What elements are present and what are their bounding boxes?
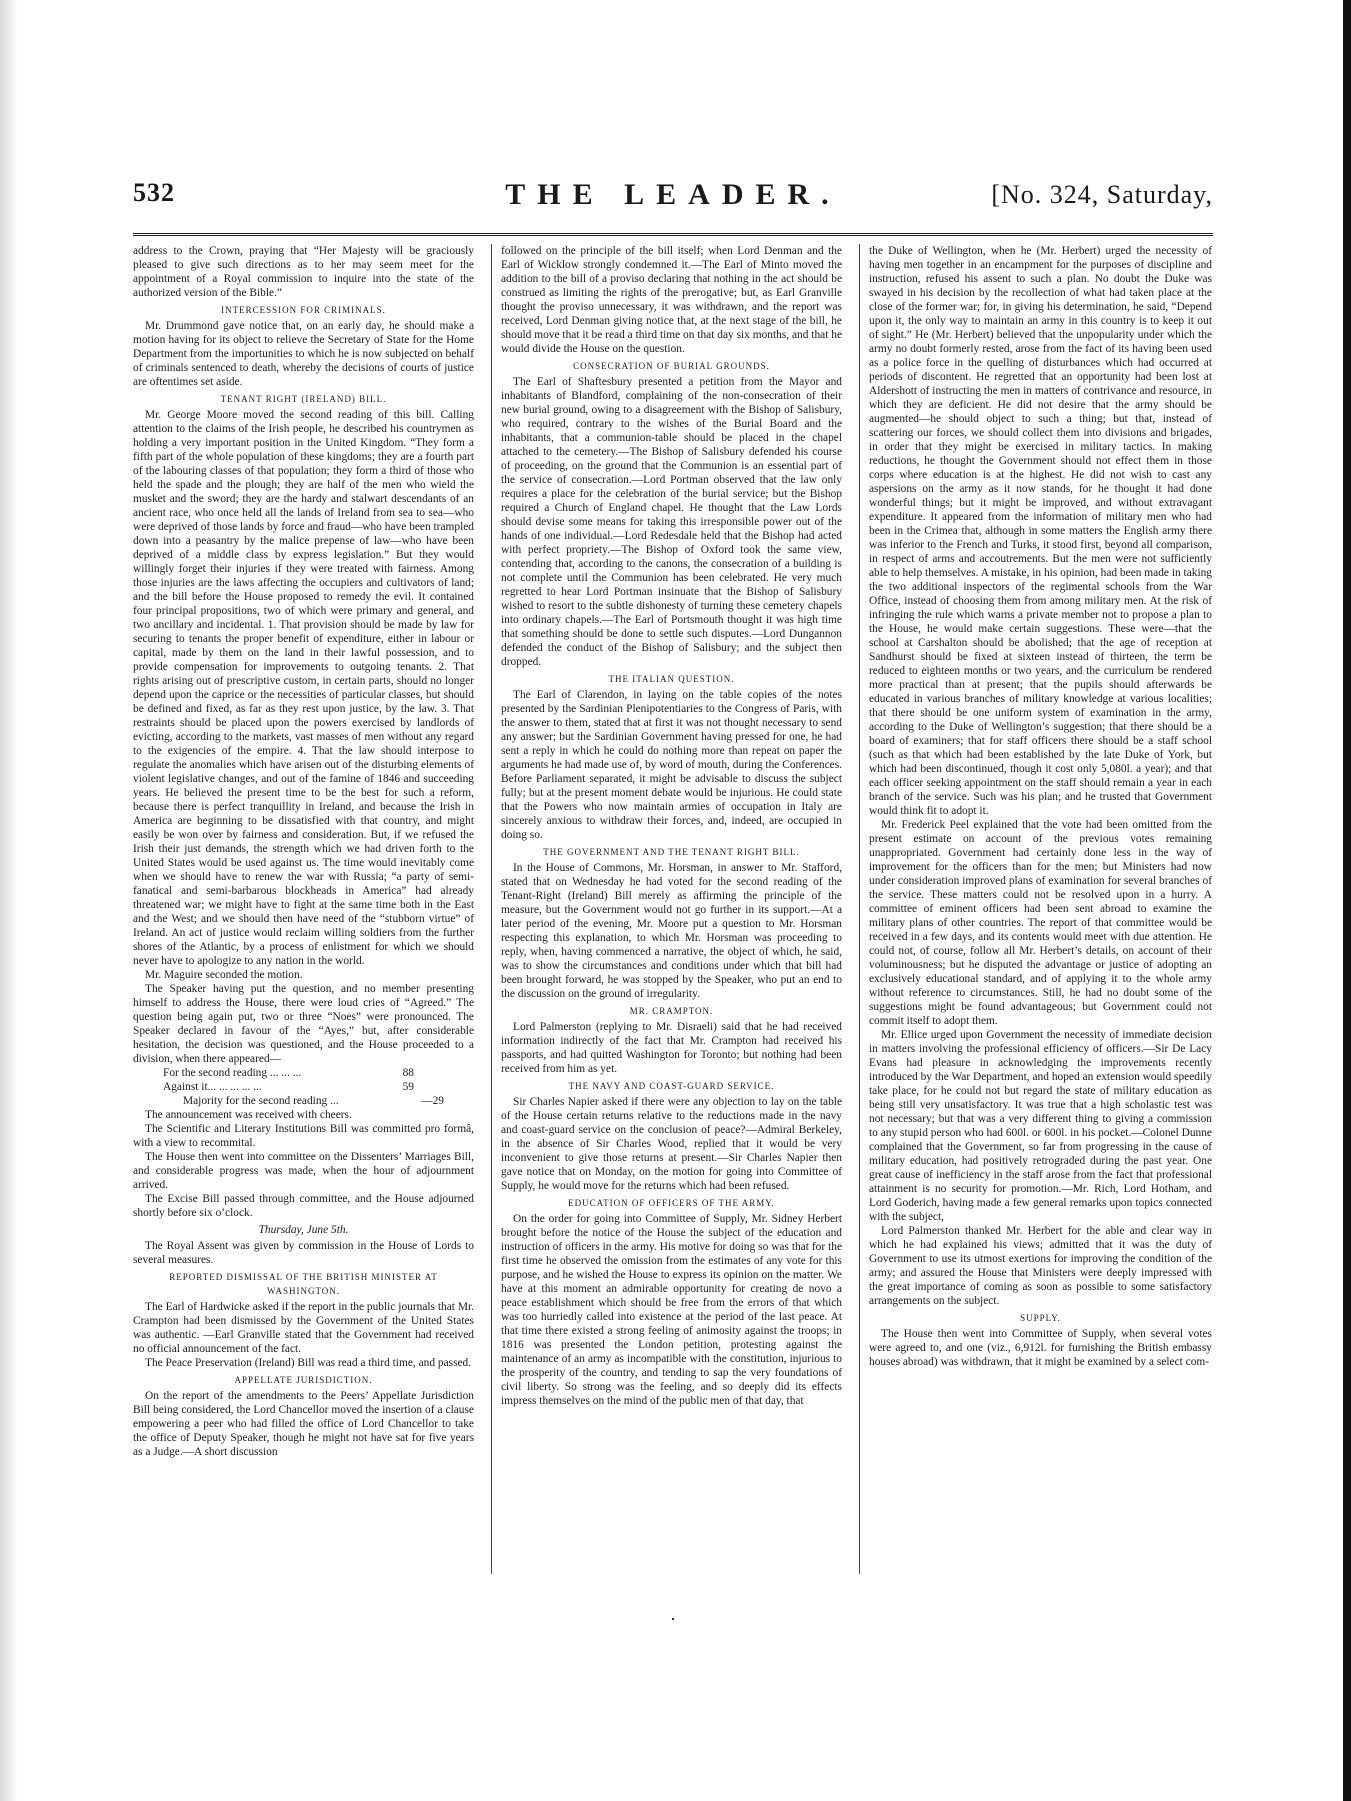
section-heading: SUPPLY. (1020, 1313, 1061, 1323)
division-row (133, 1080, 474, 1094)
scan-edge-border (1343, 0, 1351, 1801)
paragraph: The Earl of Shaftesbury presented a petition from the Mayor and inhabitants of Blandford, complaining of the non-consecration of their new burial ground, owing to a disagreement with the Bishop of Salisbury, who required, contrary to the wishes of the Burial Board and the inhabitants, that a communion-table should be placed in the chapel attached to the cemetery.—The Bishop of Salisbury defended his course of proceeding, on the ground that the Communion is an essential part of the service of consecration.—Lord Portman observed that the law only requires a place for the celebration of the burial service; but the Bishop required a Church of England chapel. He thought that the Law Lords should devise some means for taking this irresponsible power out of the hands of one individual.—Lord Redesdale held that the Bishop had acted with perfect propriety.—The Bishop of Oxford took the same view, contending that, according to the canons, the consecration of a building is not complete until the Communion has been celebrated. He very much regretted to hear Lord Portman insinuate that the Bishop of Salisbury wished to resort to the subtle dishonesty of turning these cemetery chapels into ordinary chapels.—The Earl of Portsmouth thought it was high time that something should be done to settle such disputes.—Lord Dungannon defended the conduct of the Bishop of Salisbury; and the subject then dropped. (501, 376, 842, 668)
paragraph: Mr. Drummond gave notice that, on an early day, he should make a motion having for its object to relieve the Secretary of State for the Home Department from the importunities to which he is now subjected on behalf of criminals sentenced to death, whereby the decisions of courts of justice are oftentimes set aside. (133, 320, 474, 388)
division-label: Against it... ... ... ... ... (163, 1081, 262, 1093)
date-heading: Thursday, June 5th. (258, 1224, 349, 1236)
paragraph: The Earl of Clarendon, in laying on the table copies of the notes presented by the Sardinian Plenipotentiaries to the Congress of Paris, with the answer to them, stated that at first it was not thought necessary to send any answer; but the Sardinian Government having pressed for one, he had sent a reply in which he could do nothing more than repeat on paper the arguments he had made use of, by word of mouth, during the Conferences. Before Parliament separated, it might be advisable to discuss the subject fully; but at the present moment debate would be injurious. He could state that the Powers who now maintain armies of occupation in Italy are sincerely anxious to withdraw their forces, and, indeed, are occupied in doing so. (501, 689, 842, 841)
section-heading: MR. CRAMPTON. (629, 1006, 714, 1016)
division-value: 88 (402, 1067, 414, 1079)
section-heading: APPELLATE JURISDICTION. (234, 1375, 373, 1385)
paragraph: address to the Crown, praying that “Her Majesty will be graciously pleased to give such directions as to her may seem meet for the appointment of a Royal commission to inquire into the state of the authorized version of the Bible.” (133, 245, 474, 299)
paragraph: The Peace Preservation (Ireland) Bill was read a third time, and passed. (145, 1357, 472, 1369)
division-label: For the second reading ... ... ... (163, 1067, 302, 1079)
division-row (133, 1094, 474, 1108)
paragraph: Mr. Maguire seconded the motion. (145, 969, 303, 981)
paragraph: Mr. Ellice urged upon Government the necessity of immediate decision in matters involving the professional efficiency of officers.—Sir De Lacy Evans had pleasure in acknowledging the improvements recently introduced by the War Department, and hoped an extension would speedily take place, for he could not but regard the state of military education as being still very unsatisfactory. It was true that a high scholastic test was not necessary; but that was a very different thing to giving a commission to any stupid person who had 600l. or 600l. in his pocket.—Colonel Dunne complained that the Government, so far from progressing in the cause of military education, had positively retrograded during the past year. One great cause of inefficiency in the staff arose from the fact that professional attainment is no security for promotion.—Mr. Rich, Lord Hotham, and Lord Goderich, having made a few general remarks upon topics connected with the subject, (869, 1029, 1212, 1223)
paragraph: Mr. George Moore moved the second reading of this bill. Calling attention to the claims of the Irish people, he described his countrymen as holding a very important position in the United Kingdom. “They form a fifth part of the whole population of these kingdoms; they are a fourth part of the labouring classes of that population; they form a third of those who held the spade and the plough; they are half of the men who wield the musket and the sword; they are the hardy and stalwart descendants of an ancient race, who once held all the lands of Ireland from sea to sea—who were deprived of those lands by force and fraud—who have been trampled down into a peasantry by the malice prepense of law—who have been deprived of a middle class by express legislation.” But they would willingly forget their injuries if they were treated with fairness. Among those injuries are the laws affecting the occupiers and cultivators of land; and the bill before the House proposed to remedy the evil. It contained four principal propositions, two of which were primary and general, and two ancillary and incidental. 1. That provision should be made by law for securing to tenants the proper benefit of expenditure, either in labour or capital, made by them on the land in their lawful possession, and to provide compensation for improvements to outgoing tenants. 2. That rights arising out of prescriptive custom, in certain parts, should no longer depend upon the caprice or the necessities of particular classes, but should be defined and fixed, as far as they rest upon justice, by the law. 3. That restraints should be placed upon the powers exercised by landlords of evicting, according to the markets, vast masses of men without any regard to the exigencies of the empire. 4. That the law should interpose to regulate the anomalies which have arisen out of the disturbing elements of violent legislative changes, and out of the famine of 1846 and succeeding years. He believed the present time to be the best for such a reform, because there is perfect tranquillity in Ireland, and because the Irish in America are beginning to be dissatisfied with that country, and might easily be won over by fairness and consideration. But, if we refused the Irish their just demands, the strength which we had driven forth to the United States would be used against us. The time would inevitably come when we should have to renew the war with Russia; “a party of semi-fanatical and semi-barbarous blockheads in America” had already threatened war; we might have to fight at the same time both in the East and the West; and we should then have need of the “stubborn virtue” of Ireland. An act of justice would reclaim willing soldiers from the further shores of the Atlantic, by a process of enlistment for which we should never have to apologize to any nation in the world. (133, 409, 474, 967)
column-3 (869, 244, 1212, 1369)
paragraph: The House then went into committee on the Dissenters’ Marriages Bill, and considerable progress was made, when the hour of adjournment arrived. (133, 1151, 474, 1191)
paragraph: followed on the principle of the bill itself; when Lord Denman and the Earl of Wicklow strongly condemned it.—The Earl of Minto moved the addition to the bill of a proviso declaring that nothing in the act should be construed as limiting the rights of the prerogative; but, as Earl Granville thought the proviso unnecessary, it was withdrawn, and the report was received, Lord Denman giving notice that, at the next stage of the bill, he should move that it be read a third time on that day six months, and that he would divide the House on the question. (501, 245, 842, 355)
paragraph: The House then went into Committee of Supply, when several votes were agreed to, and one (viz., 6,912l. for furnishing the British embassy houses abroad) was withdrawn, that it might be examined by a select com- (869, 1328, 1212, 1368)
division-row (133, 1066, 474, 1080)
scan-edge-shadow (0, 0, 18, 1801)
division-value: —29 (421, 1095, 444, 1107)
section-heading: THE GOVERNMENT AND THE TENANT RIGHT BILL. (543, 847, 800, 857)
paragraph: On the report of the amendments to the Peers’ Appellate Jurisdiction Bill being considered, the Lord Chancellor moved the insertion of a clause empowering a peer who had filled the office of Lord Chancellor to take the office of Deputy Speaker, though he might not have sat for five years as a Judge.—A short discussion (133, 1390, 474, 1458)
paragraph: Mr. Frederick Peel explained that the vote had been omitted from the present estimate on account of the previous votes remaining unappropriated. Government had certainly done less in the way of improvement for the officers than for the men; but Ministers had now under consideration improved plans of examination for several branches of the service. These matters could not be resolved upon in a hurry. A committee of eminent officers had been sent abroad to examine the military plans of other countries. The report of that committee would be received in a few days, and its contents would meet with due attention. He could not, of course, follow all Mr. Herbert’s details, on account of their voluminousness; but he disputed the advantage or justice of adopting an exclusively educational standard, and of applying it to the whole army without reference to circumstances. Still, he had no doubt some of the suggestions might be found advantageous; but Government could not commit itself to adopt them. (869, 819, 1212, 1027)
paragraph: The Royal Assent was given by commission in the House of Lords to several measures. (133, 1240, 474, 1266)
column-2 (501, 244, 842, 1408)
paragraph: Lord Palmerston thanked Mr. Herbert for the able and clear way in which he had explained his views; admitted that it was the duty of Government to use its utmost exertions for improving the condition of the army; and assured the House that Ministers were deeply impressed with the great importance of coming as soon as possible to some satisfactory arrangements on the subject. (869, 1225, 1212, 1307)
paragraph: the Duke of Wellington, when he (Mr. Herbert) urged the necessity of having men together in an encampment for the purposes of discipline and instruction, refused his assent to such a plan. No doubt the Duke was swayed in his decision by the recollection of what had taken place at the close of the former war; for, in giving his determination, he said, “Depend upon it, the only way to maintain an army in this country is to keep it out of sight.” He (Mr. Herbert) believed that the unpopularity under which the army no doubt formerly rested, arose from the fact of its having been used as a police force in the quelling of disturbances which had occurred at periods of discontent. He regretted that an opportunity had been lost at Aldershott of instructing the men in matters of contrivance and resource, in which they are deficient. He did not desire that the army should be augmented—he should object to such a thing; but that, instead of scattering our forces, we should collect them into divisions and brigades, in order that they might be exercised in military tactics. In making reductions, he thought the Government should not effect them in those corps where education is at the highest. He did not wish to cast any aspersions on the army as it now stands, for he thought it had done wonderful things; but it might be improved, and without extravagant expenditure. It appeared from the information of military men who had been in the Crimea that, although in some matters the English army there was inferior to the French and Turks, it stood first, beyond all comparison, in respect of arms and accoutrements. But the men were not sufficiently able to help themselves. A mistake, in his opinion, had been made in taking the two additional inspectors of the regimental schools from the War Office, instead of choosing them from among military men. At the risk of infringing the rule which warns a private member not to propose a plan to the House, he would make certain suggestions. These were—that the school at Carshalton should be abolished; that the age of reception at Sandhurst should be fixed at sixteen instead of thirteen, the term be reduced to eighteen months or two years, and the curriculum be rendered more practical than at present; that the pupils should afterwards be educated in various branches of military knowledge at various localities; that there should be one uniform system of examination in the army, according to the Duke of Wellington’s suggestion; that there should be a board of examiners; that for staff officers there should be a staff school (such as that which had been established by the late Duke of York, but which had been discontinued, though it cost only 5,080l. a year); and that each officer seeking appointment on the staff should remain a year in each branch of the service. Such was his plan; and he trusted that Government would think fit to adopt it. (869, 245, 1212, 817)
column-1 (133, 244, 474, 1459)
paragraph: The announcement was received with cheers. (145, 1109, 352, 1121)
masthead-rule (133, 233, 1213, 236)
paragraph: In the House of Commons, Mr. Horsman, in answer to Mr. Stafford, stated that on Wednesday he had voted for the second reading of the Tenant-Right (Ireland) Bill merely as affirming the principle of the measure, but the Government would not go further in its support.—At a later period of the evening, Mr. Moore put a question to Mr. Horsman respecting this explanation, to which Mr. Horsman was proceeding to reply, when, having commenced a narrative, the object of which, he said, was to show the circumstances and conditions under which that bill had been brought forward, he was stopped by the Speaker, who put an end to the discussion on the ground of irregularity. (501, 862, 842, 1000)
masthead (133, 178, 1213, 218)
print-dot (672, 1618, 674, 1620)
paragraph: The Excise Bill passed through committee, and the House adjourned shortly before six o’clock. (133, 1193, 474, 1219)
paragraph: The Earl of Hardwicke asked if the report in the public journals that Mr. Crampton had been dismissed by the Government of the United States was authentic. —Earl Granville stated that the Government had received no official announcement of the fact. (133, 1301, 474, 1355)
section-heading: THE NAVY AND COAST-GUARD SERVICE. (568, 1081, 775, 1091)
page-number: 532 (133, 178, 175, 207)
paragraph: The Scientific and Literary Institutions Bill was committed pro formâ, with a view to recommital. (133, 1123, 474, 1149)
issue-info: [No. 324, Saturday, (991, 180, 1213, 209)
paragraph: On the order for going into Committee of Supply, Mr. Sidney Herbert brought before the notice of the House the subject of the education and instruction of officers in the army. His motive for doing so was that for the first time he observed the omission from the estimates of any vote for this purpose, and he wished the House to express its opinion on the matter. We have at this moment an admirable opportunity for creating de novo a peace establishment which should be free from the errors of that which was too hurriedly called into existence at the period of the last peace. At that time there existed a strong feeling of animosity against the troops; in 1816 was presented the London petition, protesting against the maintenance of an army as incompatible with the constitution, injurious to the prosperity of the country, and tending to sap the very foundations of civil liberty. So strong was the feeling, and so deeply did its effects impress themselves on the mind of the public men of that day, that (501, 1213, 842, 1407)
newspaper-title: THE LEADER. (505, 178, 841, 211)
column-rule-2 (859, 244, 860, 1574)
section-heading: EDUCATION OF OFFICERS OF THE ARMY. (568, 1198, 775, 1208)
column-rule-1 (491, 244, 492, 1574)
division-value: 59 (402, 1081, 414, 1093)
section-heading: INTERCESSION FOR CRIMINALS. (221, 305, 386, 315)
paragraph: Sir Charles Napier asked if there were any objection to lay on the table of the House certain returns relative to the reductions made in the navy and coast-guard service on the conclusion of peace?—Admiral Berkeley, in the absence of Sir Charles Wood, replied that it would be very inconvenient to give those returns at present.—Sir Charles Napier then gave notice that on Monday, on the motion for going into Committee of Supply, he would move for the returns which had been refused. (501, 1096, 842, 1192)
section-heading: THE ITALIAN QUESTION. (608, 674, 735, 684)
division-label: Majority for the second reading ... (183, 1095, 339, 1107)
section-heading: CONSECRATION OF BURIAL GROUNDS. (573, 361, 770, 371)
paragraph: The Speaker having put the question, and no member presenting himself to address the House, there were loud cries of “Agreed.” The question being again put, two or three “Noes” were pronounced. The Speaker declared in favour of the “Ayes,” but, after considerable hesitation, the decision was questioned, and the House proceeded to a division, when there appeared— (133, 983, 474, 1065)
paragraph: Lord Palmerston (replying to Mr. Disraeli) said that he had received information indirectly of the fact that Mr. Crampton had received his passports, and had quitted Washington for Toronto; but nothing had been received from him as yet. (501, 1021, 842, 1075)
section-heading: TENANT RIGHT (IRELAND) BILL. (220, 394, 387, 404)
section-heading: REPORTED DISMISSAL OF THE BRITISH MINISTER AT WASHINGTON. (169, 1272, 438, 1296)
